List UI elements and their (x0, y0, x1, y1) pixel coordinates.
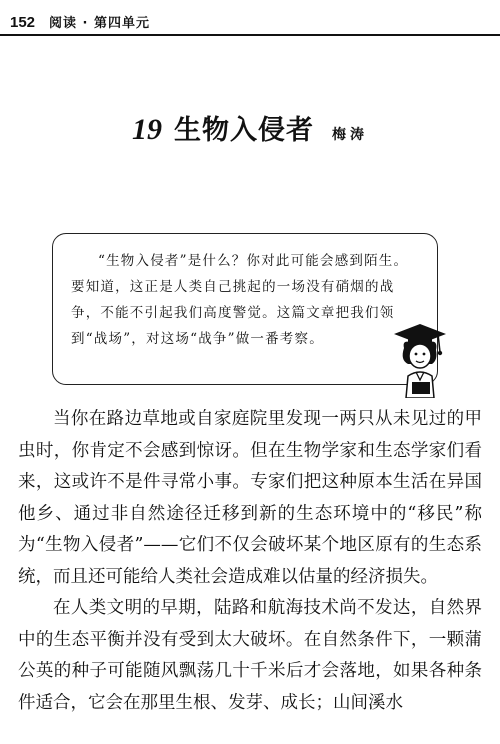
running-head: 阅读 · 第四单元 (49, 16, 151, 31)
scholar-illustration-icon (388, 318, 452, 398)
author-name: 梅涛 (332, 127, 368, 143)
intro-box (52, 233, 438, 385)
page-number: 152 (10, 14, 36, 31)
lesson-title: 生物入侵者 (174, 115, 314, 146)
body-text (18, 404, 482, 719)
page-header (10, 12, 210, 32)
intro-text: “生物入侵者”是什么？你对此可能会感到陌生。要知道，这正是人类自己挑起的一场没有硝烟的战争，不能不引起我们高度警觉。这篇文章把我们领到“战场”，对这场“战争”做一番考察。 (71, 253, 409, 347)
body-paragraph: 在人类文明的早期，陆路和航海技术尚不发达，自然界中的生态平衡并没有受到太大破坏。在自然条件下，一颗蒲公英的种子可能随风飘荡几十千米后才会落地，如果各种条件适合，它会在那里生根、发芽、成长；山间溪水 (18, 598, 482, 713)
body-paragraph: 当你在路边草地或自家庭院里发现一两只从未见过的甲虫时，你肯定不会感到惊讶。但在生物学家和生态学家们看来，这或许不是件寻常小事。专家们把这种原本生活在异国他乡、通过非自然途径迁移到新的生态环境中的“移民”称为“生物入侵者”——它们不仅会破坏某个地区原有的生态系统，而且还可能给人类社会造成难以估量的经济损失。 (18, 409, 482, 587)
lesson-number: 19 (132, 113, 162, 146)
header-rule (0, 34, 500, 36)
lesson-heading (0, 108, 500, 158)
